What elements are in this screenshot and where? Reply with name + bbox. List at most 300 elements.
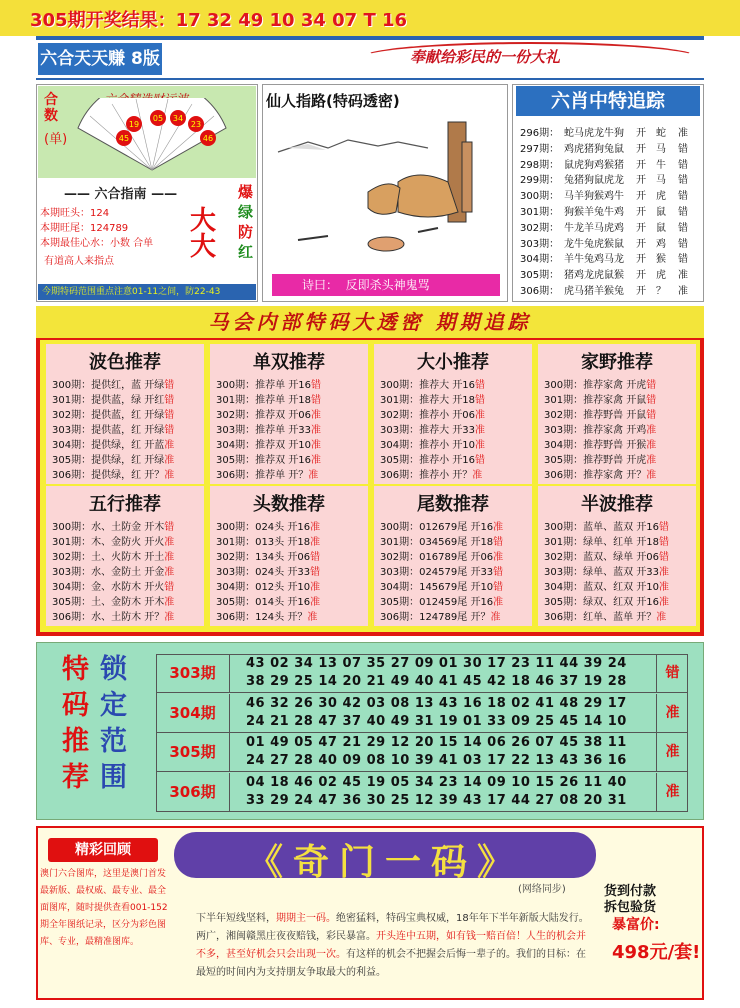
six-xiao-a: ？ bbox=[656, 285, 666, 297]
tip-row-text: 301期：木、金防火 开火 bbox=[52, 537, 165, 548]
side-char: 红 bbox=[238, 243, 254, 261]
tip-row-result: 准 bbox=[646, 425, 657, 436]
tip-card bbox=[374, 344, 532, 484]
tip-row bbox=[380, 580, 503, 595]
offer-price: 498元/套! bbox=[612, 942, 701, 963]
tip-row-text: 305期：推荐野兽 开虎 bbox=[544, 455, 647, 466]
lock-row bbox=[156, 654, 688, 693]
side-char: 绿 bbox=[238, 203, 254, 221]
tip-row-result: 错 bbox=[475, 395, 485, 406]
lock-char: 特 bbox=[62, 654, 89, 685]
six-xiao-row bbox=[520, 158, 694, 174]
lock-char: 推 bbox=[62, 726, 89, 757]
tip-row bbox=[544, 438, 656, 453]
lock-numbers: 43 02 34 13 07 35 27 09 01 30 17 23 11 44 39 24 bbox=[246, 656, 627, 671]
six-xiao-a: 虎 bbox=[656, 270, 666, 282]
tip-row-text: 301期：034569尾 开18 bbox=[380, 537, 494, 548]
tip-row-result: 错 bbox=[310, 552, 321, 563]
ox-illustration-icon bbox=[268, 112, 502, 270]
tip-row-result: 准 bbox=[646, 440, 657, 451]
tip-row-result: 准 bbox=[659, 582, 669, 593]
tip-row-text: 305期：土、金防木 开木 bbox=[52, 597, 165, 608]
tip-row bbox=[380, 423, 485, 438]
tip-row-text: 306期：水、土防木 开？ bbox=[52, 612, 165, 623]
tip-row-text: 303期：推荐大 开33 bbox=[380, 425, 475, 436]
tip-row bbox=[216, 453, 321, 468]
tip-row-result: 错 bbox=[164, 380, 175, 391]
six-xiao-k: 开 bbox=[636, 191, 646, 203]
tip-row-result: 错 bbox=[659, 522, 669, 533]
six-xiao-z: 牛龙羊马虎鸡 bbox=[564, 222, 624, 234]
tip-row-text: 301期：013头 开18 bbox=[216, 537, 311, 548]
tip-row-text: 302期：推荐双 开06 bbox=[216, 410, 311, 421]
hint-title: 仙人指路(特码透密) bbox=[266, 92, 400, 110]
lock-numbers: 01 49 05 47 21 29 12 20 15 14 06 26 07 45 38 11 bbox=[246, 735, 627, 750]
tip-row bbox=[544, 550, 669, 565]
six-xiao-row bbox=[520, 126, 694, 142]
tip-row-result: 错 bbox=[311, 395, 321, 406]
tip-card-rows bbox=[52, 520, 174, 625]
fan-number: 23 bbox=[190, 120, 202, 129]
side-char: 防 bbox=[238, 223, 254, 241]
tip-row-result: 错 bbox=[646, 395, 657, 406]
tip-row-result: 准 bbox=[646, 470, 657, 481]
tip-row bbox=[380, 565, 503, 580]
six-xiao-r: 准 bbox=[678, 285, 688, 297]
draw-result-title: 305期开奖结果：17 32 49 10 34 07 T 16 bbox=[30, 10, 408, 31]
tip-row bbox=[216, 565, 320, 580]
offer-price-label: 暴富价: bbox=[612, 917, 660, 933]
six-xiao-p: 298期： bbox=[520, 159, 560, 171]
tip-row-text: 306期：提供绿，红 开？ bbox=[52, 470, 165, 481]
tip-row bbox=[52, 580, 174, 595]
six-xiao-z: 马羊狗猴鸡牛 bbox=[564, 191, 624, 203]
brand-name: 六合天天赚 8版 bbox=[38, 43, 162, 75]
six-xiao-z: 兔猪狗鼠虎龙 bbox=[564, 175, 624, 187]
tip-row-text: 303期：024579尾 开33 bbox=[380, 567, 494, 578]
tip-row-result: 错 bbox=[310, 567, 321, 578]
guide-line: 本期最佳心水：小数 合单 bbox=[40, 238, 154, 249]
six-xiao-p: 301期： bbox=[520, 206, 560, 218]
lock-char: 码 bbox=[62, 690, 89, 721]
tip-row-text: 300期：024头 开16 bbox=[216, 522, 311, 533]
review-title: 精彩回顾 bbox=[48, 838, 158, 862]
he-shu-label: 合数 bbox=[44, 92, 58, 124]
six-xiao-k: 开 bbox=[636, 175, 646, 187]
six-xiao-row bbox=[520, 221, 694, 237]
six-xiao-r: 错 bbox=[678, 191, 688, 203]
tip-row bbox=[380, 468, 485, 483]
tip-card-title: 家野推荐 bbox=[581, 352, 653, 373]
tip-row-result: 准 bbox=[164, 597, 175, 608]
tip-row bbox=[52, 423, 174, 438]
tip-row-result: 错 bbox=[493, 537, 504, 548]
lock-row bbox=[156, 694, 688, 733]
tip-row-text: 303期：绿单、蓝双 开33 bbox=[544, 567, 659, 578]
tip-row bbox=[544, 393, 656, 408]
tip-card bbox=[374, 486, 532, 626]
fan-number: 34 bbox=[172, 114, 184, 123]
tip-card bbox=[538, 344, 696, 484]
tip-row bbox=[52, 520, 174, 535]
lock-numbers: 24 27 28 40 09 08 10 39 41 03 17 22 13 43 36 16 bbox=[246, 753, 627, 768]
tip-row bbox=[544, 610, 669, 625]
tip-row-text: 302期：016789尾 开06 bbox=[380, 552, 494, 563]
tip-row-text: 304期：012头 开10 bbox=[216, 582, 311, 593]
tip-row-text: 300期：推荐单 开16 bbox=[216, 380, 311, 391]
big-char-1: 大 bbox=[190, 206, 217, 236]
network-sync: (网络同步) bbox=[518, 884, 566, 895]
poem-text: 反即杀头神鬼骂 bbox=[345, 278, 430, 292]
guide-title: —— 六合指南 —— bbox=[64, 187, 178, 202]
tip-row bbox=[544, 580, 669, 595]
six-xiao-row bbox=[520, 252, 694, 268]
tip-card-rows bbox=[52, 378, 174, 483]
tip-row-text: 303期：推荐单 开33 bbox=[216, 425, 311, 436]
six-xiao-k: 开 bbox=[636, 159, 646, 171]
six-xiao-a: 鸡 bbox=[656, 238, 666, 250]
six-xiao-a: 鼠 bbox=[656, 222, 666, 234]
six-xiao-p: 296期： bbox=[520, 128, 560, 139]
tip-card bbox=[46, 486, 204, 626]
tip-row-result: 准 bbox=[164, 440, 175, 451]
tip-row-text: 302期：土、火防木 开土 bbox=[52, 552, 165, 563]
six-xiao-k: 开 bbox=[636, 238, 646, 250]
fan-number: 46 bbox=[202, 134, 214, 143]
six-xiao-z: 狗猴羊兔牛鸡 bbox=[564, 206, 624, 218]
six-xiao-p: 304期： bbox=[520, 254, 560, 266]
tip-row-text: 303期：024头 开33 bbox=[216, 567, 311, 578]
six-xiao-k: 开 bbox=[636, 254, 646, 266]
tip-row-result: 错 bbox=[475, 380, 485, 391]
tip-card-title: 尾数推荐 bbox=[417, 494, 489, 515]
tip-row-result: 错 bbox=[493, 582, 504, 593]
tip-row-text: 306期：推荐小 开？ bbox=[380, 470, 473, 481]
tip-row-result: 准 bbox=[164, 552, 175, 563]
tip-card-rows bbox=[216, 378, 321, 483]
tip-row bbox=[216, 550, 320, 565]
tip-row-result: 准 bbox=[493, 597, 504, 608]
desc-part: 下半年短线坚料， bbox=[196, 913, 276, 924]
tip-row bbox=[544, 535, 669, 550]
tip-row-text: 301期：绿单、红单 开18 bbox=[544, 537, 659, 548]
qimen-title: 《奇门一码》 bbox=[246, 842, 523, 883]
tip-row-text: 302期：134头 开06 bbox=[216, 552, 311, 563]
big-char-2: 大 bbox=[190, 232, 217, 262]
tip-row bbox=[52, 565, 174, 580]
lock-numbers: 33 29 24 47 36 30 25 12 39 43 17 44 27 08 20 31 bbox=[246, 792, 627, 808]
tip-row bbox=[544, 453, 656, 468]
tip-row bbox=[544, 468, 656, 483]
tip-row bbox=[52, 468, 174, 483]
tip-row bbox=[544, 378, 656, 393]
tip-row-text: 300期：提供红，蓝 开绿 bbox=[52, 380, 165, 391]
tip-row bbox=[52, 595, 174, 610]
tip-row-text: 304期：金、水防木 开火 bbox=[52, 582, 165, 593]
tip-row bbox=[380, 520, 503, 535]
slogan: 奉献给彩民的一份大礼 bbox=[410, 48, 561, 66]
six-xiao-title: 六肖中特追踪 bbox=[516, 86, 700, 116]
tip-row-text: 304期：推荐小 开10 bbox=[380, 440, 475, 451]
tip-row-result: 准 bbox=[164, 612, 175, 623]
tip-row bbox=[216, 408, 321, 423]
tip-row bbox=[544, 565, 669, 580]
six-xiao-a: 牛 bbox=[656, 159, 666, 171]
guide-title-text: 六合指南 bbox=[94, 187, 147, 202]
tip-row bbox=[216, 438, 321, 453]
lock-char: 范 bbox=[100, 726, 127, 757]
tip-row bbox=[216, 610, 320, 625]
fan-icon bbox=[72, 98, 232, 174]
tip-card-rows bbox=[544, 378, 656, 483]
tip-row-text: 302期：推荐小 开06 bbox=[380, 410, 475, 421]
tip-row-text: 300期：水、土防金 开木 bbox=[52, 522, 165, 533]
six-xiao-r: 错 bbox=[678, 238, 688, 250]
tip-row bbox=[380, 408, 485, 423]
lock-char: 围 bbox=[100, 762, 127, 793]
tip-row-result: 错 bbox=[659, 537, 669, 548]
offer-line: 货到付款 bbox=[604, 884, 657, 899]
six-xiao-k: 开 bbox=[636, 285, 646, 297]
lock-row bbox=[156, 773, 688, 812]
six-xiao-p: 297期： bbox=[520, 143, 560, 155]
tip-row bbox=[52, 408, 174, 423]
six-xiao-z: 虎马猪羊猴兔 bbox=[564, 285, 624, 297]
lock-char: 定 bbox=[100, 690, 127, 721]
tip-row-text: 304期：提供绿，红 开蓝 bbox=[52, 440, 165, 451]
tip-card-rows bbox=[216, 520, 320, 625]
tip-row bbox=[380, 595, 503, 610]
tip-row-result: 错 bbox=[164, 425, 175, 436]
desc-part: 绝密猛料，特码宝典权威，18年年下半年新版大陆发行。两广，湘闽赣黑庄夜夜赔钱，彩民暴富。 bbox=[196, 913, 589, 942]
six-xiao-row bbox=[520, 205, 694, 221]
tip-row-text: 304期：蓝双、红双 开10 bbox=[544, 582, 659, 593]
tip-row bbox=[544, 595, 669, 610]
side-text bbox=[238, 182, 256, 262]
tip-row-result: 准 bbox=[310, 537, 321, 548]
tip-row bbox=[380, 378, 485, 393]
poem-bar bbox=[272, 274, 500, 296]
tip-row-text: 302期：推荐野兽 开鼠 bbox=[544, 410, 647, 421]
tip-row-result: 错 bbox=[311, 380, 321, 391]
tip-row-text: 300期：推荐大 开16 bbox=[380, 380, 475, 391]
six-xiao-r: 准 bbox=[678, 128, 688, 139]
lock-period: 304期 bbox=[156, 694, 230, 733]
six-xiao-z: 羊牛兔鸡马龙 bbox=[564, 254, 624, 266]
six-xiao-row bbox=[520, 189, 694, 205]
tip-row-result: 错 bbox=[646, 410, 657, 421]
tip-row-text: 302期：蓝双、绿单 开06 bbox=[544, 552, 659, 563]
tip-card bbox=[46, 344, 204, 484]
six-xiao-z: 鼠虎狗鸡猴猪 bbox=[564, 159, 624, 171]
tip-row-text: 303期：推荐家禽 开鸡 bbox=[544, 425, 647, 436]
six-xiao-z: 蛇马虎龙牛狗 bbox=[564, 128, 624, 139]
tip-row-result: 错 bbox=[493, 567, 504, 578]
tip-row bbox=[216, 423, 321, 438]
six-xiao-k: 开 bbox=[636, 270, 646, 282]
desc-part: 开头连中五期，如有钱一赔百倍！人生的机会并不多，甚至好机会只会出现一次。 bbox=[196, 931, 586, 960]
lock-result: 准 bbox=[656, 733, 688, 772]
tip-row-text: 306期：124头 开？ bbox=[216, 612, 308, 623]
tip-row-result: 准 bbox=[310, 597, 321, 608]
tip-row bbox=[380, 438, 485, 453]
tip-row-text: 301期：提供蓝，绿 开红 bbox=[52, 395, 165, 406]
tip-row-result: 错 bbox=[659, 552, 669, 563]
tip-row-result: 准 bbox=[490, 612, 501, 623]
tip-row-text: 306期：推荐家禽 开？ bbox=[544, 470, 647, 481]
tip-row-result: 准 bbox=[472, 470, 483, 481]
six-xiao-p: 305期： bbox=[520, 270, 560, 282]
tip-row-text: 303期：提供蓝，红 开绿 bbox=[52, 425, 165, 436]
tip-row-text: 305期：绿双、红双 开16 bbox=[544, 597, 659, 608]
tip-row-text: 306期：124789尾 开？ bbox=[380, 612, 491, 623]
six-xiao-list bbox=[520, 126, 694, 300]
tip-row-text: 306期：推荐单 开？ bbox=[216, 470, 309, 481]
tip-row-text: 302期：提供蓝，红 开绿 bbox=[52, 410, 165, 421]
six-xiao-p: 306期： bbox=[520, 285, 560, 297]
six-xiao-row bbox=[520, 284, 694, 300]
tip-row-text: 306期：红单、蓝单 开？ bbox=[544, 612, 657, 623]
tip-row bbox=[216, 535, 320, 550]
lock-result: 错 bbox=[656, 654, 688, 693]
tip-row bbox=[544, 423, 656, 438]
six-xiao-r: 错 bbox=[678, 254, 688, 266]
six-xiao-k: 开 bbox=[636, 128, 646, 139]
tip-row-text: 300期：蓝单、蓝双 开16 bbox=[544, 522, 659, 533]
lock-numbers: 46 32 26 30 42 03 08 13 43 16 18 02 41 48 29 17 bbox=[246, 695, 627, 711]
tip-row bbox=[52, 438, 174, 453]
dan-label: (单) bbox=[44, 132, 68, 147]
six-xiao-r: 错 bbox=[678, 143, 688, 155]
lock-period: 303期 bbox=[156, 654, 230, 693]
tip-row-result: 错 bbox=[164, 395, 175, 406]
tip-row-result: 准 bbox=[310, 522, 321, 533]
six-xiao-p: 299期： bbox=[520, 175, 560, 187]
lock-result: 准 bbox=[656, 773, 688, 812]
tip-card-title: 大小推荐 bbox=[417, 352, 489, 373]
tip-row bbox=[216, 580, 320, 595]
review-text: 澳门六合图库，这里是澳门首发最新版、最权威、最专业、最全面图库，随时提供查看001-152期全年图纸记录，区分为彩色图库、专业，最精准图库。 bbox=[40, 869, 168, 947]
tip-card-rows bbox=[544, 520, 669, 625]
tip-row-result: 准 bbox=[656, 612, 667, 623]
tip-row bbox=[52, 393, 174, 408]
tip-row-result: 准 bbox=[164, 455, 175, 466]
lock-char: 荐 bbox=[62, 762, 89, 793]
qimen-description bbox=[196, 910, 594, 982]
tip-card-title: 单双推荐 bbox=[253, 352, 325, 373]
tip-row-result: 准 bbox=[311, 410, 321, 421]
tip-row-result: 准 bbox=[307, 612, 318, 623]
tip-row-text: 305期：推荐双 开16 bbox=[216, 455, 311, 466]
tip-card-rows bbox=[380, 378, 485, 483]
guide-line: 本期旺尾：124789 bbox=[40, 223, 129, 234]
tip-row-text: 305期：提供绿，红 开绿 bbox=[52, 455, 165, 466]
lock-char: 锁 bbox=[100, 654, 127, 685]
six-xiao-a: 鼠 bbox=[656, 206, 666, 218]
six-xiao-r: 错 bbox=[678, 175, 688, 187]
tip-row-result: 错 bbox=[164, 410, 175, 421]
tip-row-result: 错 bbox=[164, 522, 175, 533]
tip-row-result: 准 bbox=[659, 567, 669, 578]
tip-row bbox=[52, 453, 174, 468]
range-note: 今期特码范围重点注意01-11之间，防22-43 bbox=[38, 284, 256, 300]
tip-row bbox=[52, 535, 174, 550]
tip-row bbox=[216, 378, 321, 393]
six-xiao-row bbox=[520, 268, 694, 284]
tip-card bbox=[210, 486, 368, 626]
six-xiao-z: 鸡虎猪狗兔鼠 bbox=[564, 143, 624, 155]
tip-row-result: 准 bbox=[164, 567, 175, 578]
six-xiao-a: 猴 bbox=[656, 254, 666, 266]
tip-card bbox=[538, 486, 696, 626]
fan-number: 19 bbox=[128, 120, 140, 129]
six-xiao-r: 错 bbox=[678, 159, 688, 171]
lock-numbers: 24 21 28 47 37 40 49 31 19 01 33 09 25 45 14 10 bbox=[246, 713, 627, 729]
tip-row-text: 304期：推荐双 开10 bbox=[216, 440, 311, 451]
tip-row-result: 准 bbox=[475, 425, 485, 436]
tip-row-result: 准 bbox=[311, 440, 321, 451]
tip-row bbox=[52, 610, 174, 625]
tip-row-text: 304期：145679尾 开10 bbox=[380, 582, 494, 593]
six-xiao-row bbox=[520, 173, 694, 189]
offer-line: 拆包验货 bbox=[604, 900, 657, 915]
tip-card-rows bbox=[380, 520, 503, 625]
six-xiao-p: 302期： bbox=[520, 222, 560, 234]
six-xiao-row bbox=[520, 142, 694, 158]
tip-row bbox=[216, 520, 320, 535]
tip-row-text: 305期：012459尾 开16 bbox=[380, 597, 494, 608]
tip-row-result: 错 bbox=[646, 380, 657, 391]
six-xiao-k: 开 bbox=[636, 143, 646, 155]
tip-row-result: 准 bbox=[493, 522, 504, 533]
tip-card bbox=[210, 344, 368, 484]
six-xiao-p: 300期： bbox=[520, 191, 560, 203]
tip-row bbox=[216, 595, 320, 610]
six-xiao-z: 龙牛兔虎猴鼠 bbox=[564, 238, 624, 250]
desc-part: 期期主一码。 bbox=[276, 913, 336, 924]
tip-card-title: 半波推荐 bbox=[581, 494, 653, 515]
tip-row-result: 准 bbox=[493, 552, 504, 563]
lock-row bbox=[156, 733, 688, 772]
six-xiao-a: 马 bbox=[656, 175, 666, 187]
lock-result: 准 bbox=[656, 694, 688, 733]
tip-row bbox=[216, 468, 321, 483]
side-char: 爆 bbox=[238, 183, 254, 201]
tip-row bbox=[216, 393, 321, 408]
six-xiao-r: 错 bbox=[678, 222, 688, 234]
guide-lines bbox=[40, 206, 153, 251]
tip-row-result: 准 bbox=[311, 455, 321, 466]
six-xiao-a: 蛇 bbox=[656, 128, 666, 139]
tip-row-result: 错 bbox=[475, 455, 485, 466]
lock-col-2 bbox=[100, 652, 127, 796]
tip-card-title: 五行推荐 bbox=[89, 494, 161, 515]
tip-row-result: 准 bbox=[646, 455, 657, 466]
guide-note: 有道高人来指点 bbox=[44, 256, 114, 267]
lock-col-1 bbox=[62, 652, 89, 796]
six-xiao-r: 错 bbox=[678, 206, 688, 218]
tip-row bbox=[380, 610, 503, 625]
tip-row-text: 300期：012679尾 开16 bbox=[380, 522, 494, 533]
six-xiao-a: 虎 bbox=[656, 191, 666, 203]
guide-line: 本期旺头：124 bbox=[40, 208, 110, 219]
tip-row-result: 准 bbox=[475, 410, 485, 421]
tip-row-result: 准 bbox=[164, 470, 175, 481]
tip-row-result: 准 bbox=[475, 440, 485, 451]
tip-row-text: 304期：推荐野兽 开猴 bbox=[544, 440, 647, 451]
tip-section-title: 马会内部特码大透密 期期追踪 bbox=[36, 306, 704, 338]
tip-card-title: 头数推荐 bbox=[253, 494, 325, 515]
